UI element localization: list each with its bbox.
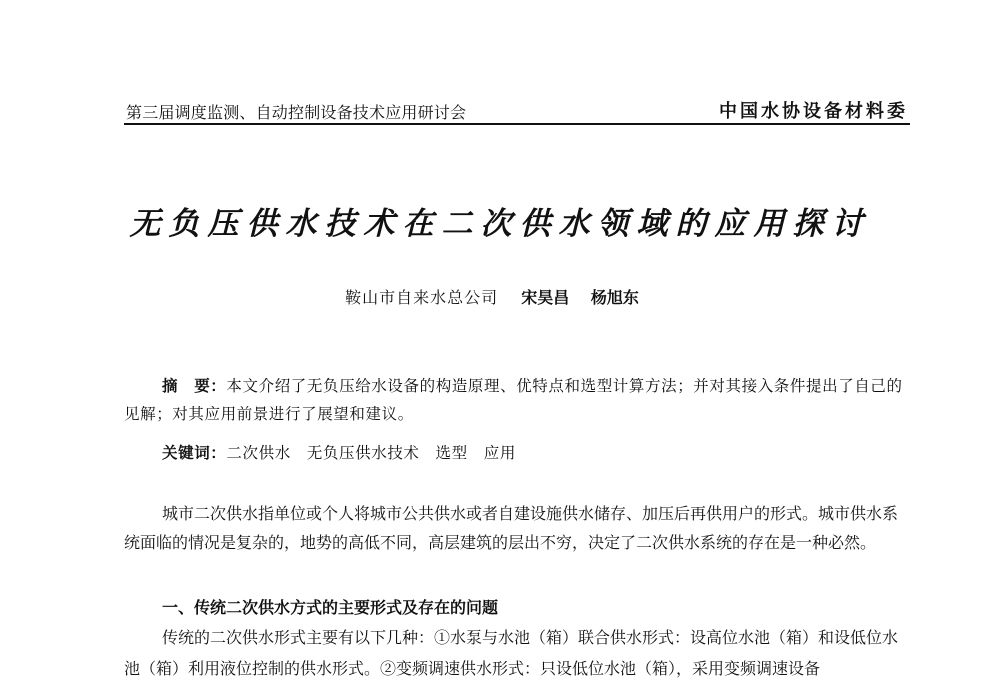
keywords: [162, 439, 902, 467]
section-heading: 一、传统二次供水方式的主要形式及存在的问题: [162, 598, 499, 617]
keyword: 应用: [483, 444, 516, 462]
author-names: [521, 288, 655, 307]
body-paragraph-section1: 传统的二次供水形式主要有以下几种：①水泵与水池（箱）联合供水形式：设高位水池（箱）和设低位水池（箱）利用液位控制的供水形式。②变频调速供水形式：只设低位水池（箱），采用变频调速设备: [124, 628, 899, 678]
running-header-conference: 第三届调度监测、自动控制设备技术应用研讨会: [126, 103, 467, 122]
author-name: 杨旭东: [590, 288, 639, 307]
abstract-label: 摘 要：: [162, 377, 227, 395]
keyword: 二次供水: [226, 444, 291, 462]
body-paragraph-intro: 城市二次供水指单位或个人将城市公共供水或者自建设施供水储存、加压后再供用户的形式。城市供水系统面临的情况是复杂的，地势的高低不同，高层建筑的层出不穷，决定了二次供水系统的存在是一种必然。: [124, 504, 899, 552]
running-header-committee: 中国水协设备材料委: [719, 101, 908, 122]
keyword: 选型: [435, 444, 468, 462]
keyword: 无负压供水技术: [306, 444, 420, 462]
author-organization: 鞍山市自来水总公司: [345, 288, 499, 307]
abstract: [124, 372, 910, 428]
header-rule: [124, 123, 910, 125]
author-line: [0, 285, 1000, 308]
paper-title: 无负压供水技术在二次供水领域的应用探讨: [129, 206, 871, 242]
abstract-text: 本文介绍了无负压给水设备的构造原理、优特点和选型计算方法；并对其接入条件提出了自己的见解；对其应用前景进行了展望和建议。: [124, 377, 903, 423]
author-name: 宋昊昌: [521, 288, 570, 307]
keywords-label: 关键词：: [162, 444, 227, 462]
